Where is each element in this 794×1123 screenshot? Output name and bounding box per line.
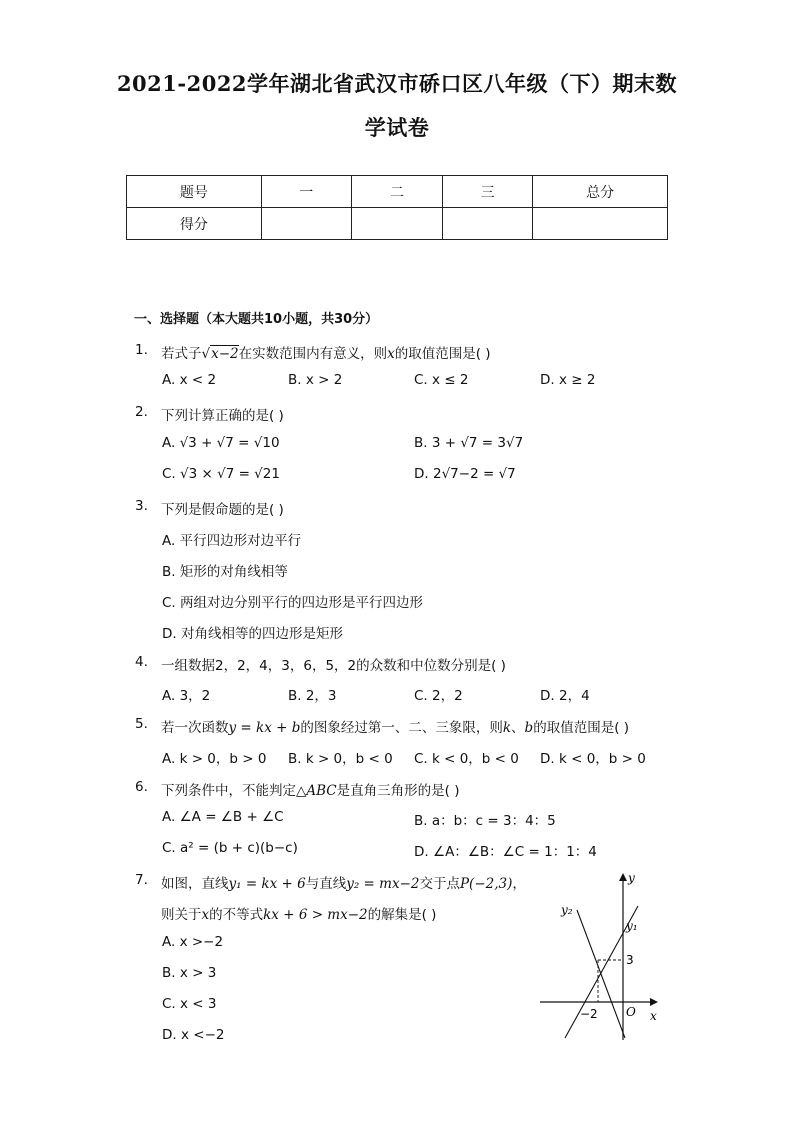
question-text: 的取值范围是( ) xyxy=(533,720,630,736)
question-text: 则关于 xyxy=(161,907,202,923)
score-table-header-row xyxy=(127,176,668,208)
option-b[interactable]: B. k > 0，b < 0 xyxy=(288,751,393,767)
question-text: 下列条件中，不能判定 xyxy=(161,783,296,799)
question-1-stem: 若式子√x−2在实数范围内有意义，则x的取值范围是( ) xyxy=(161,346,491,362)
question-text: 若式子 xyxy=(161,346,202,362)
option-a[interactable]: A. 平行四边形对边平行 xyxy=(162,533,302,549)
question-text: 交于点 xyxy=(419,876,460,892)
option-d[interactable]: D. 2，4 xyxy=(540,688,590,704)
score-cell: 得分 xyxy=(127,208,262,240)
point: P(−2,3) xyxy=(459,876,513,892)
question-text: 的解集是( ) xyxy=(367,907,437,923)
score-cell: 总分 xyxy=(533,176,668,208)
option-a[interactable]: A. k > 0，b > 0 xyxy=(162,751,267,767)
score-cell: 一 xyxy=(261,176,351,208)
option-c[interactable]: C. x < 3 xyxy=(162,996,217,1012)
question-number: 4. xyxy=(135,654,148,670)
score-cell xyxy=(533,208,668,240)
question-text: ， xyxy=(512,876,526,892)
question-5-stem xyxy=(161,716,629,736)
question-text: 是直角三角形的是( ) xyxy=(336,783,460,799)
option-a[interactable]: A. √3 + √7 = √10 xyxy=(162,435,280,451)
score-cell: 题号 xyxy=(127,176,262,208)
question-6-stem xyxy=(161,779,459,799)
question-number: 5. xyxy=(135,716,148,732)
option-a[interactable]: A. x >−2 xyxy=(162,934,224,950)
separator: 、 xyxy=(511,720,525,736)
variable: x xyxy=(387,346,395,362)
option-c[interactable]: C. k < 0，b < 0 xyxy=(414,751,519,767)
equation: y = kx + b xyxy=(228,720,301,736)
score-table-score-row xyxy=(127,208,668,240)
option-d[interactable]: D. 对角线相等的四边形是矩形 xyxy=(162,626,343,642)
title-line-2: 学试卷 xyxy=(364,115,430,140)
question-7-stem-line1 xyxy=(161,872,526,892)
option-b[interactable]: B. 矩形的对角线相等 xyxy=(162,564,288,580)
option-c[interactable]: C. 2，2 xyxy=(414,688,463,704)
option-c[interactable]: C. a² = (b + c)(b−c) xyxy=(162,840,298,856)
question-number: 3. xyxy=(135,498,148,514)
option-b[interactable]: B. a：b：c = 3：4：5 xyxy=(414,813,556,829)
question-text: 的取值范围是( ) xyxy=(394,346,491,362)
variable: x xyxy=(201,907,210,923)
x-axis-label: x xyxy=(650,1009,657,1023)
option-b[interactable]: B. 2，3 xyxy=(288,688,337,704)
tick-x-neg2: −2 xyxy=(580,1007,598,1021)
question-text: 的不等式 xyxy=(209,907,264,923)
option-d[interactable]: D. k < 0，b > 0 xyxy=(540,751,646,767)
equation: y₁ = kx + 6 xyxy=(228,876,306,892)
section-heading: 一、选择题（本大题共10小题，共30分） xyxy=(134,312,379,327)
inequality: kx + 6 > mx−2 xyxy=(263,907,368,923)
option-a[interactable]: A. 3，2 xyxy=(162,688,211,704)
score-cell xyxy=(261,208,351,240)
question-text: 的图象经过第一、二、三象限，则 xyxy=(300,720,503,736)
question-number: 1. xyxy=(135,342,148,358)
origin-label: O xyxy=(626,1005,636,1019)
question-text: 若一次函数 xyxy=(161,720,229,736)
question-text: 与直线 xyxy=(305,876,347,892)
question-number: 7. xyxy=(135,872,148,888)
triangle: △ABC xyxy=(296,783,337,799)
option-d[interactable]: D. x ≥ 2 xyxy=(540,372,596,388)
equation: y₂ = mx−2 xyxy=(346,876,420,892)
score-cell: 二 xyxy=(351,176,442,208)
option-b[interactable]: B. x > 3 xyxy=(162,965,217,981)
option-a[interactable]: A. ∠A = ∠B + ∠C xyxy=(162,809,284,825)
option-a[interactable]: A. x < 2 xyxy=(162,372,217,388)
variable: b xyxy=(524,720,534,736)
line-y1-label: y₁ xyxy=(626,919,638,933)
option-c[interactable]: C. 两组对边分别平行的四边形是平行四边形 xyxy=(162,595,424,611)
question-text: 如图，直线 xyxy=(161,876,229,892)
option-d[interactable]: D. x <−2 xyxy=(162,1027,225,1043)
line-y2-label: y₂ xyxy=(561,903,573,917)
question-text: 在实数范围内有意义，则 xyxy=(238,346,388,362)
question-4-stem: 一组数据2，2，4，3，6，5，2的众数和中位数分别是( ) xyxy=(161,658,506,674)
score-table xyxy=(126,175,668,240)
option-d[interactable]: D. ∠A：∠B：∠C = 1：1：4 xyxy=(414,844,597,860)
score-cell xyxy=(351,208,442,240)
question-2-stem: 下列计算正确的是( ) xyxy=(161,408,284,424)
tick-y-3: 3 xyxy=(626,953,634,967)
question-7-stem-line2 xyxy=(161,903,436,923)
score-cell: 三 xyxy=(443,176,533,208)
y-axis-arrow xyxy=(619,873,627,881)
y-axis-label: y xyxy=(628,871,635,885)
option-b[interactable]: B. 3 + √7 = 3√7 xyxy=(414,435,524,451)
question-3-stem: 下列是假命题的是( ) xyxy=(161,502,284,518)
x-axis-arrow xyxy=(650,998,658,1006)
option-c[interactable]: C. x ≤ 2 xyxy=(414,372,469,388)
title-line-1: 2021-2022学年湖北省武汉市硚口区八年级（下）期末数 xyxy=(116,71,678,96)
option-c[interactable]: C. √3 × √7 = √21 xyxy=(162,466,280,482)
score-cell xyxy=(443,208,533,240)
question-number: 6. xyxy=(135,779,148,795)
variable: k xyxy=(502,720,512,736)
radicand: x−2 xyxy=(211,346,239,362)
option-b[interactable]: B. x > 2 xyxy=(288,372,343,388)
option-d[interactable]: D. 2√7−2 = √7 xyxy=(414,466,516,482)
question-number: 2. xyxy=(135,404,148,420)
function-graph xyxy=(540,868,665,1043)
